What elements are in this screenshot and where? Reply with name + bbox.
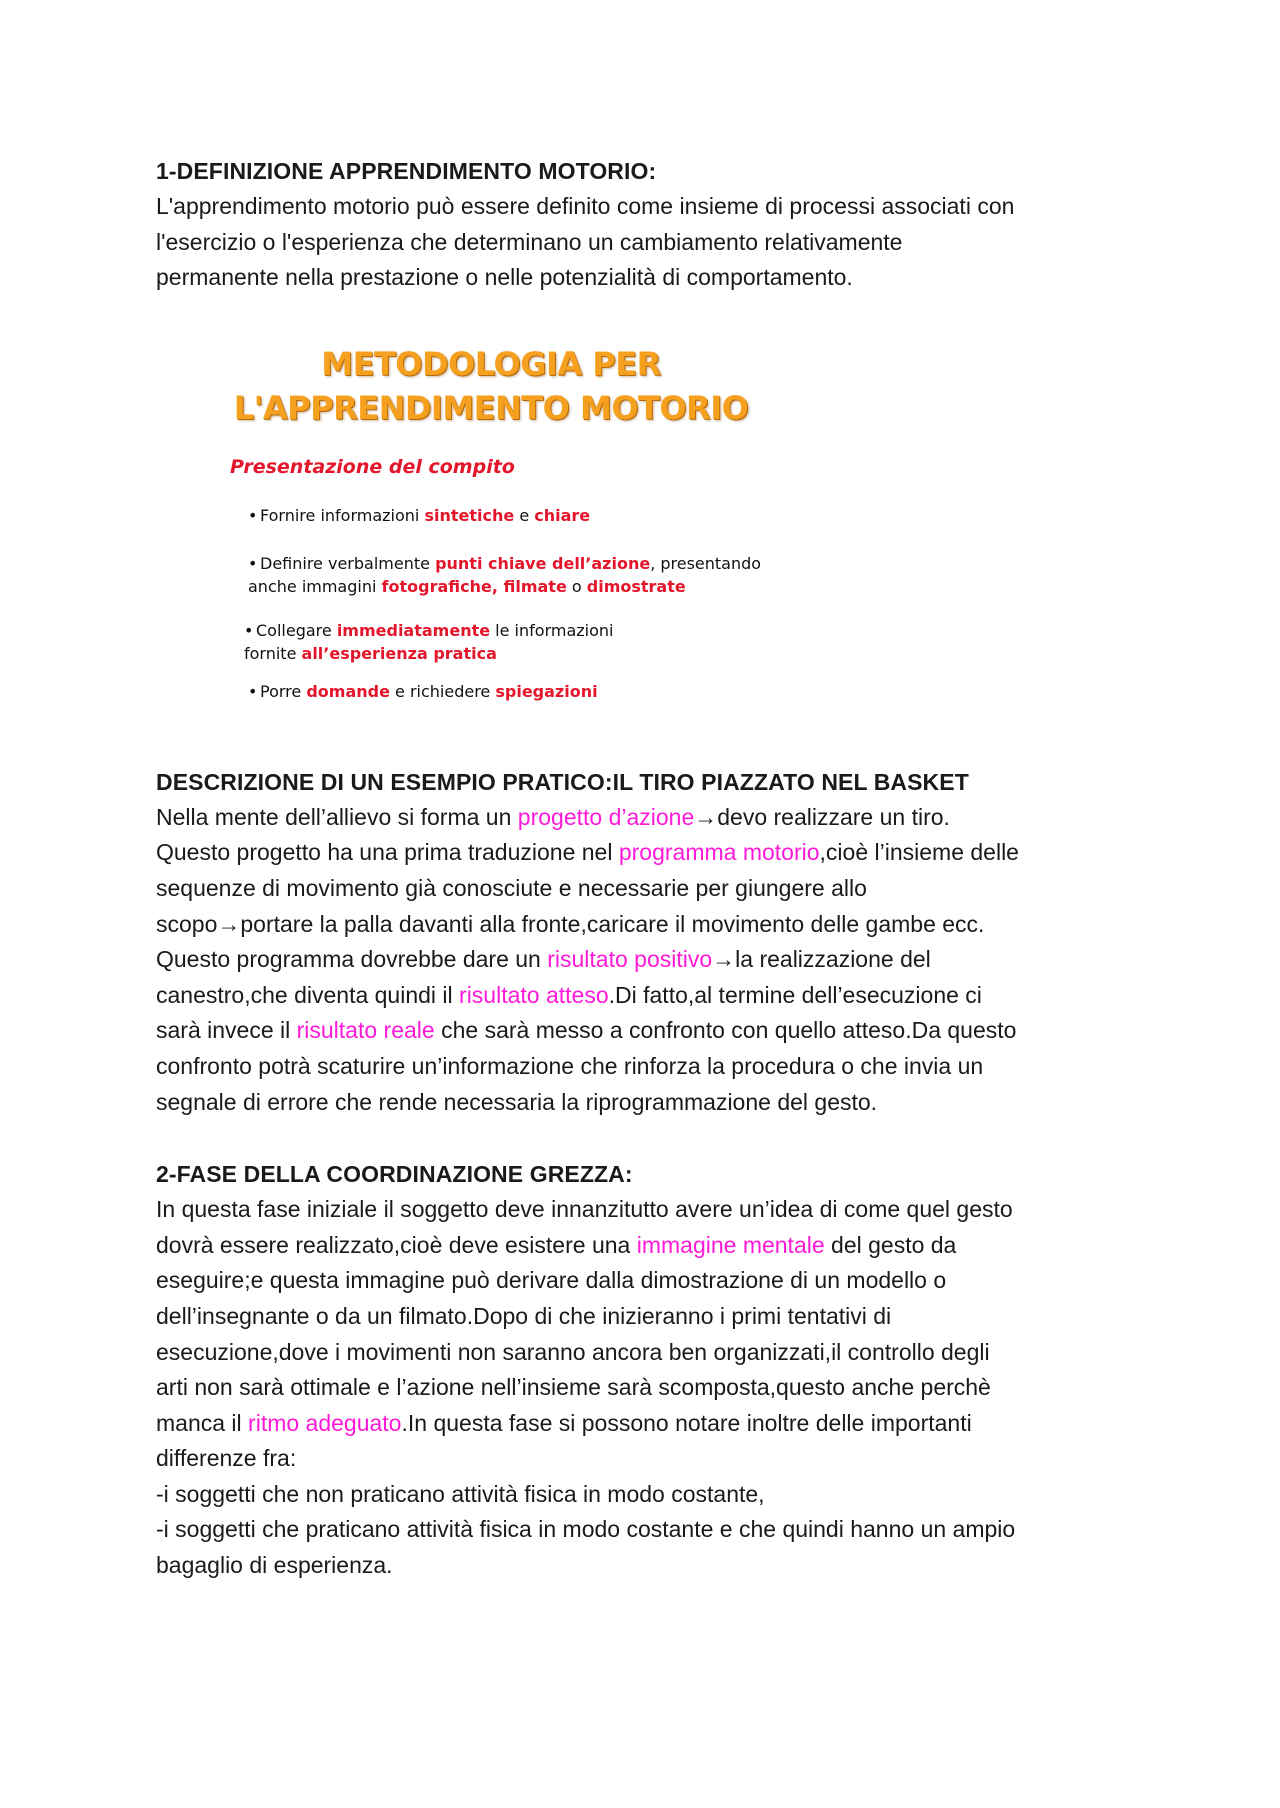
paragraph-line: differenze fra: bbox=[156, 1445, 297, 1472]
paragraph-line: In questa fase iniziale il soggetto deve innanzitutto avere un’idea di come quel gesto bbox=[156, 1196, 1013, 1223]
paragraph-line: esecuzione,dove i movimenti non saranno ancora ben organizzati,il controllo degli bbox=[156, 1338, 990, 1365]
paragraph-line: permanente nella prestazione o nelle potenzialità di comportamento. bbox=[156, 264, 853, 291]
paragraph-line: dovrà essere realizzato,cioè deve esistere una immagine mentale del gesto da bbox=[156, 1231, 957, 1258]
highlight-term: immagine mentale bbox=[636, 1231, 825, 1258]
paragraph-line: segnale di errore che rende necessaria la riprogrammazione del gesto. bbox=[156, 1088, 878, 1115]
paragraph-line: bagaglio di esperienza. bbox=[156, 1552, 393, 1579]
highlight-term: risultato reale bbox=[296, 1017, 435, 1044]
section-heading-definizione: 1-DEFINIZIONE APPRENDIMENTO MOTORIO: bbox=[156, 158, 657, 184]
paragraph-line: Questo progetto ha una prima traduzione nel programma motorio,cioè l’insieme delle bbox=[156, 839, 1019, 866]
highlight-term: ritmo adeguato bbox=[248, 1409, 402, 1436]
bullet-icon: • bbox=[244, 620, 254, 640]
paragraph-line: canestro,che diventa quindi il risultato atteso.Di fatto,al termine dell’esecuzione ci bbox=[156, 981, 982, 1008]
paragraph-line: scopo→portare la palla davanti alla fronte,caricare il movimento delle gambe ecc. bbox=[156, 910, 985, 937]
paragraph-line: L'apprendimento motorio può essere definito come insieme di processi associati con bbox=[156, 193, 1015, 219]
slide-bullet-item: • Definire verbalmente punti chiave dell’azione, presentando anche immagini fotografiche, filmate o dimostrate bbox=[248, 553, 762, 596]
paragraph-line: manca il ritmo adeguato.In questa fase si possono notare inoltre delle importanti bbox=[156, 1409, 972, 1436]
paragraph-line: -i soggetti che non praticano attività fisica in modo costante, bbox=[156, 1480, 765, 1507]
slide-subtitle: Presentazione del compito bbox=[230, 455, 515, 478]
slide-bullet-item: • Collegare immediatamente le informazioni fornite all’esperienza pratica bbox=[244, 620, 614, 663]
highlight-term: programma motorio bbox=[618, 839, 820, 866]
highlight-term: risultato atteso bbox=[459, 981, 609, 1008]
slide-title-line-1: METODOLOGIA PER bbox=[321, 344, 661, 383]
bullet-icon: • bbox=[248, 681, 258, 701]
paragraph-line: sequenze di movimento già conosciute e necessarie per giungere allo bbox=[156, 874, 867, 901]
paragraph-line: l'esercizio o l'esperienza che determinano un cambiamento relativamente bbox=[156, 228, 903, 255]
highlight-term: risultato positivo bbox=[547, 946, 713, 973]
paragraph-line: sarà invece il risultato reale che sarà messo a confronto con quello atteso.Da questo bbox=[156, 1017, 1017, 1044]
paragraph-line: -i soggetti che praticano attività fisica in modo costante e che quindi hanno un ampio bbox=[156, 1516, 1016, 1543]
paragraph-line: confronto potrà scaturire un’informazione che rinforza la procedura o che invia un bbox=[156, 1052, 984, 1079]
paragraph-line: dell’insegnante o da un filmato.Dopo di che inizieranno i primi tentativi di bbox=[156, 1302, 892, 1329]
slide-image-metodologia bbox=[156, 296, 1136, 766]
document-page bbox=[156, 153, 1136, 1584]
paragraph-line: arti non sarà ottimale e l’azione nell’insieme sarà scomposta,questo anche perchè bbox=[156, 1374, 991, 1401]
slide-title-line-2: L'APPRENDIMENTO MOTORIO bbox=[233, 388, 749, 427]
paragraph-line: eseguire;e questa immagine può derivare dalla dimostrazione di un modello o bbox=[156, 1267, 947, 1294]
slide-bullet-item: • Porre domande e richiedere spiegazioni bbox=[248, 681, 598, 701]
paragraph-line: Questo programma dovrebbe dare un risultato positivo→la realizzazione del bbox=[156, 946, 931, 973]
section-heading-esempio: DESCRIZIONE DI UN ESEMPIO PRATICO:IL TIRO PIAZZATO NEL BASKET bbox=[156, 768, 969, 795]
bullet-icon: • bbox=[248, 505, 258, 525]
highlight-term: progetto d’azione bbox=[517, 803, 695, 830]
slide-bullet-item: • Fornire informazioni sintetiche e chiare bbox=[248, 505, 591, 525]
section-heading-coordinazione: 2-FASE DELLA COORDINAZIONE GREZZA: bbox=[156, 1161, 633, 1188]
bullet-icon: • bbox=[248, 553, 258, 573]
paragraph-line: Nella mente dell’allievo si forma un progetto d’azione→devo realizzare un tiro. bbox=[156, 803, 950, 830]
